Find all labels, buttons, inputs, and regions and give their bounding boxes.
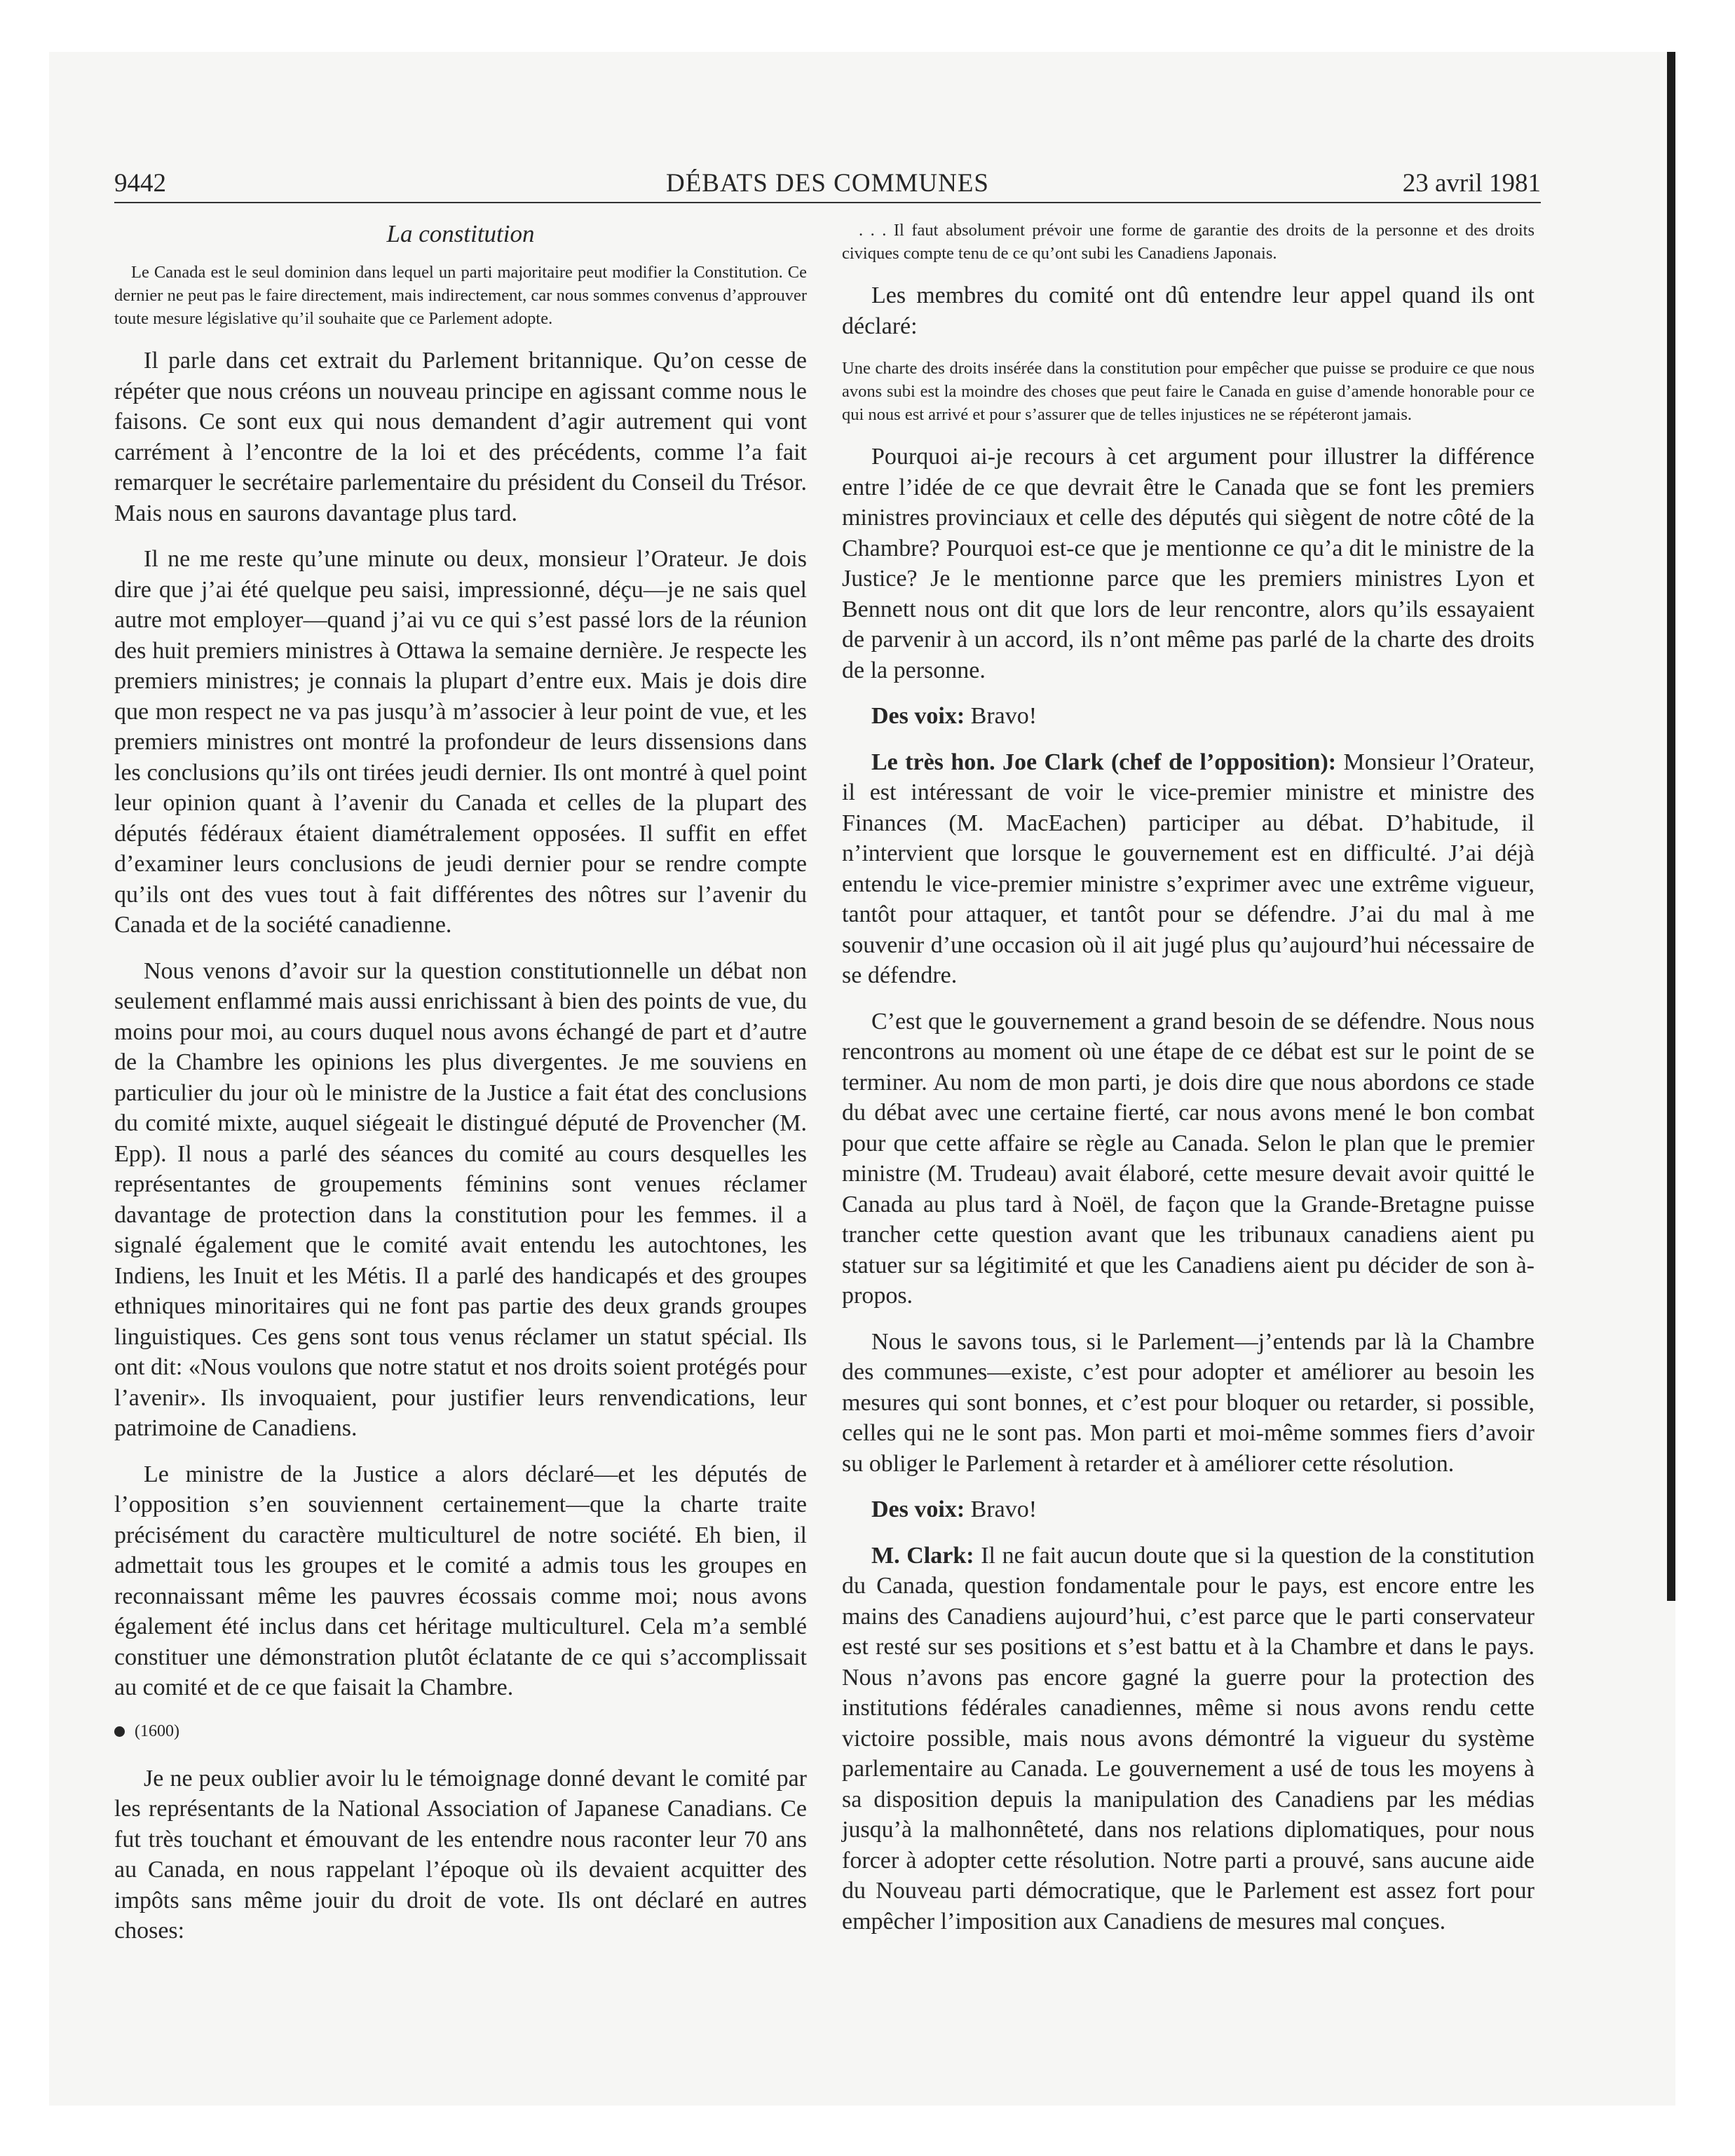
speech <box>842 1541 1535 1937</box>
speech-text: Monsieur l’Orateur, il est intéressant de voir le vice-premier ministre et ministre des Finances (M. MacEachen) participer au débat. D’habitude, il n’intervient que lorsque le gouvernement est en difficulté. J’ai déjà entendu le vice-premier ministre s’exprimer avec une extrême vigueur, tantôt pour attaquer, et tantôt pour se défendre. J’ai du mal à me souvenir d’une occasion où il ait jugé plus qu’aujourd’hui nécessaire de se défendre. <box>842 749 1535 988</box>
block-quote: Le Canada est le seul dominion dans lequel un parti majoritaire peut modifier la Constitution. Ce dernier ne peut pas le faire directement, mais indirectement, car nous sommes convenus d’approuver toute mesure législative qu’il souhaite que ce Parlement adopte. <box>114 263 807 328</box>
paragraph: Le ministre de la Justice a alors déclaré—et les députés de l’opposition s’en souviennent certainement—que la charte traite précisément du caractère multiculturel de notre société. Eh bien, il admettait tous les groupes et le comité a admis tous les groupes en reconnaissant même les pauvres écossais comme moi; nous avons également été inclus dans cet héritage multiculturel. Cela m’a semblé constituer une démonstration plutôt éclatante de ce qui s’accomplissait au comité et de ce que faisait la Chambre. <box>114 1461 807 1700</box>
time-marker-label: (1600) <box>135 1721 179 1740</box>
paragraph: Je ne peux oublier avoir lu le témoignage donné devant le comité par les représentants de la National Association of Japanese Canadians. Ce fut très touchant et émouvant de les entendre nous raconter leur 70 ans au Canada, en nous rappelant l’époque où ils devaient acquitter des impôts sans même jouir du droit de vote. Ils ont déclaré en autres choses: <box>114 1765 807 1944</box>
section-title: La constitution <box>386 220 535 247</box>
block-quote: Une charte des droits insérée dans la constitution pour empêcher que puisse se produire ce que nous avons subi est la moindre des choses que peut faire le Canada en guise d’amende honorable pour ce qui nous est arrivé et pour s’assurer que de telles injustices ne se répéteront jamais. <box>842 359 1535 424</box>
page-header <box>114 168 1541 203</box>
publication-title: DÉBATS DES COMMUNES <box>665 169 989 198</box>
speaker-name: Le très hon. Joe Clark (chef de l’opposition): <box>871 749 1337 775</box>
speaker-name: M. Clark: <box>871 1542 974 1569</box>
speaker-name: Des voix: <box>871 1496 965 1522</box>
scan-edge <box>1667 52 1675 1601</box>
paragraph: Nous le savons tous, si le Parlement—j’entends par là la Chambre des communes—existe, c’est pour adopter et améliorer au besoin les mesures qui sont bonnes, et c’est pour bloquer ou retarder, si possible, celles qui ne le sont pas. Mon parti et moi-même sommes fiers d’avoir su obliger le Parlement à retarder et à améliorer cette résolution. <box>842 1328 1535 1477</box>
paragraph: Les membres du comité ont dû entendre leur appel quand ils ont déclaré: <box>842 282 1535 339</box>
left-column <box>114 219 807 1962</box>
bullet-dot-icon <box>114 1726 125 1737</box>
speech-text: Il ne fait aucun doute que si la question de la constitution du Canada, question fondamentale pour le pays, est encore entre les mains des Canadiens aujourd’hui, c’est parce que le parti conservateur est resté sur ses positions et s’est battu et à la Chambre et dans le pays. Nous n’avons pas encore gagné la guerre pour la protection des institutions fédérales canadiennes, même si nous avons rendu cette victoire possible, mais nous avons démontré la vigueur du système parlementaire au Canada. Le gouvernement a usé de tous les moyens à sa disposition depuis la manipulation des Canadiens par les médias jusqu’à la malhonnêteté, dans nos relations diplomatiques, pour nous forcer à adopter cette résolution. Notre parti a prouvé, sans aucune aide du Nouveau parti démocratique, que le Parlement est assez fort pour empêcher l’imposition aux Canadiens de mesures mal conçues. <box>842 1542 1535 1935</box>
interjection <box>842 1494 1535 1525</box>
time-marker <box>114 1719 807 1744</box>
issue-date: 23 avril 1981 <box>1402 169 1541 198</box>
speech-text: Bravo! <box>965 703 1037 729</box>
speech-text: Bravo! <box>965 1496 1037 1522</box>
speech <box>842 747 1535 991</box>
page-number: 9442 <box>114 169 166 198</box>
paragraph: Nous venons d’avoir sur la question constitutionnelle un débat non seulement enflammé mais aussi enrichissant à bien des points de vue, du moins pour moi, au cours duquel nous avons échangé de part et d’autre de la Chambre les opinions les plus divergentes. Je me souviens en particulier du jour où le ministre de la Justice a fait état des conclusions du comité mixte, auquel siégeait le distingué député de Provencher (M. Epp). Il nous a parlé des séances du comité au cours desquelles les représentantes de groupements féminins sont venues réclamer davantage de protection dans la constitution pour les femmes. il a signalé également que le comité avait entendu les autochtones, les Indiens, les Inuit et les Métis. Il a parlé des handicapés et des groupes ethniques minoritaires qui ne font pas partie des deux grands groupes linguistiques. Ces gens sont tous venus réclamer un statut spécial. Ils ont dit: «Nous voulons que notre statut et nos droits soient protégés pour l’avenir». Ils invoquaient, pour justifier leurs renvendications, leur patrimoine de Canadiens. <box>114 957 807 1441</box>
right-column <box>842 219 1535 1952</box>
interjection <box>842 701 1535 732</box>
paragraph: Il parle dans cet extrait du Parlement britannique. Qu’on cesse de répéter que nous créons un nouveau principe en agissant comme nous le faisons. Ce sont eux qui nous demandent d’agir autrement qui vont carrément à l’encontre de la loi et des précédents, comme l’a fait remarquer le secrétaire parlementaire du président du Conseil du Trésor. Mais nous en saurons davantage plus tard. <box>114 348 807 526</box>
paragraph: C’est que le gouvernement a grand besoin de se défendre. Nous nous rencontrons au moment où une étape de ce débat est sur le point de se terminer. Au nom de mon parti, je dois dire que nous abordons ce stade du débat avec une certaine fierté, car nous avons mené le bon combat pour que cette affaire se règle au Canada. Selon le plan que le premier ministre (M. Trudeau) avait élaboré, cette mesure devait avoir quitté le Canada au plus tard à Noël, de façon que la Grande-Bretagne puisse trancher cette question avant que les tribunaux canadiens aient pu statuer sur sa légitimité et que les Canadiens aient pu décider de son à-propos. <box>842 1008 1535 1309</box>
paragraph: Pourquoi ai-je recours à cet argument pour illustrer la différence entre l’idée de ce que devrait être le Canada que se font les premiers ministres provinciaux et celle des députés qui siègent de notre côté de la Chambre? Pourquoi est-ce que je mentionne ce qu’a dit le ministre de la Justice? Je le mentionne parce que les premiers ministres Lyon et Bennett nous ont dit que lors de leur rencontre, alors qu’ils essayaient de parvenir à un accord, ils n’ont même pas parlé de la charte des droits de la personne. <box>842 444 1535 683</box>
block-quote: . . . Il faut absolument prévoir une forme de garantie des droits de la personne et des droits civiques compte tenu de ce qu’ont subi les Canadiens Japonais. <box>842 221 1535 263</box>
speaker-name: Des voix: <box>871 703 965 729</box>
paragraph: Il ne me reste qu’une minute ou deux, monsieur l’Orateur. Je dois dire que j’ai été quelque peu saisi, impressionné, déçu—je ne sais quel autre mot employer—quand j’ai vu ce qui s’est passé lors de la réunion des huit premiers ministres à Ottawa la semaine dernière. Je respecte les premiers ministres; je connais la plupart d’entre eux. Mais je dois dire que mon respect ne va pas jusqu’à m’associer à leur point de vue, et les premiers ministres ont montré la profondeur de leurs dissensions dans les conclusions qu’ils ont tirées jeudi dernier. Ils ont montré à quel point leur opinion quant à l’avenir du Canada et celles de la plupart des députés fédéraux étaient diamétralement opposées. Il suffit en effet d’examiner leurs conclusions de jeudi dernier pour se rendre compte qu’ils ont des vues tout à fait différentes des nôtres sur l’avenir du Canada et de la société canadienne. <box>114 546 807 938</box>
